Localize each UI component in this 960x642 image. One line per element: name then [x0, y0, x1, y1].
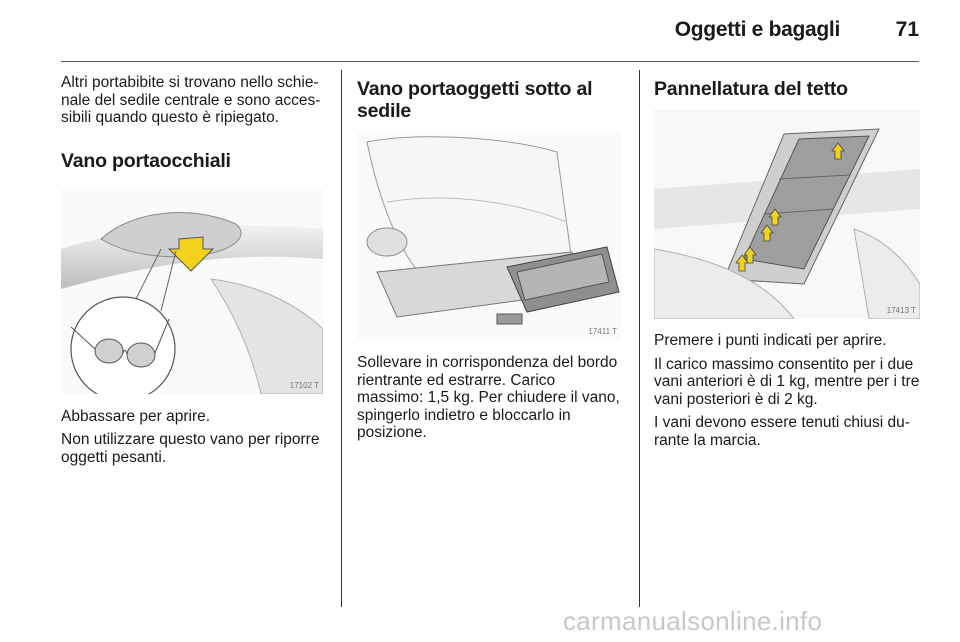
instruction-paragraph: Premere i punti indicati per aprire.	[654, 332, 887, 349]
warning-paragraph: Non utilizzare questo vano per riporre oggetti pesanti.	[61, 431, 320, 466]
instruction-paragraph: Sollevare in corrispondenza del bordo rientrante ed estrarre. Carico massimo: 1,5 kg. Per chiudere il vano, spingerlo indietro e bloccarlo in posizione.	[357, 354, 620, 441]
figure-number: 17102 T	[289, 380, 319, 390]
column-1	[61, 68, 325, 466]
under-seat-drawer-illustration	[357, 132, 621, 340]
column-2	[357, 68, 625, 442]
page-number: 71	[895, 18, 919, 41]
figure-number: 17413 T	[886, 306, 916, 315]
page-header	[0, 0, 960, 62]
under-seat-drawer-drawing	[357, 132, 621, 340]
section-title: Oggetti e bagagli	[674, 18, 840, 41]
roof-panel-drawing	[654, 109, 920, 319]
instruction-paragraph: Abbassare per aprire.	[61, 407, 211, 425]
heading-pannellatura-tetto: Pannellatura del tetto	[654, 78, 848, 100]
column-3	[654, 68, 922, 449]
header-rule	[61, 61, 919, 62]
heading-vano-portaocchiali: Vano portaocchiali	[61, 149, 231, 172]
roof-panel-illustration	[654, 109, 920, 319]
watermark: carmanualsonline.info	[563, 606, 823, 636]
load-limit-paragraph: Il carico massimo consentito per i due vani anteriori è di 1 kg, mentre per i tre vani posteriori è di 2 kg.	[654, 355, 920, 408]
intro-paragraph: Altri portabibite si trovano nello schie-nale del sedile centrale e sono acces-sibili quando questo è ripiegato.	[61, 74, 321, 126]
figure-number: 17411 T	[588, 327, 617, 336]
glasses-compartment-illustration	[61, 189, 323, 394]
column-divider	[341, 70, 342, 607]
heading-vano-sotto-sedile: Vano portaoggetti sotto al sedile	[357, 78, 593, 122]
glasses-compartment-drawing	[61, 189, 323, 394]
warning-paragraph: I vani devono essere tenuti chiusi du-rante la marcia.	[654, 414, 910, 449]
column-divider	[639, 70, 640, 607]
